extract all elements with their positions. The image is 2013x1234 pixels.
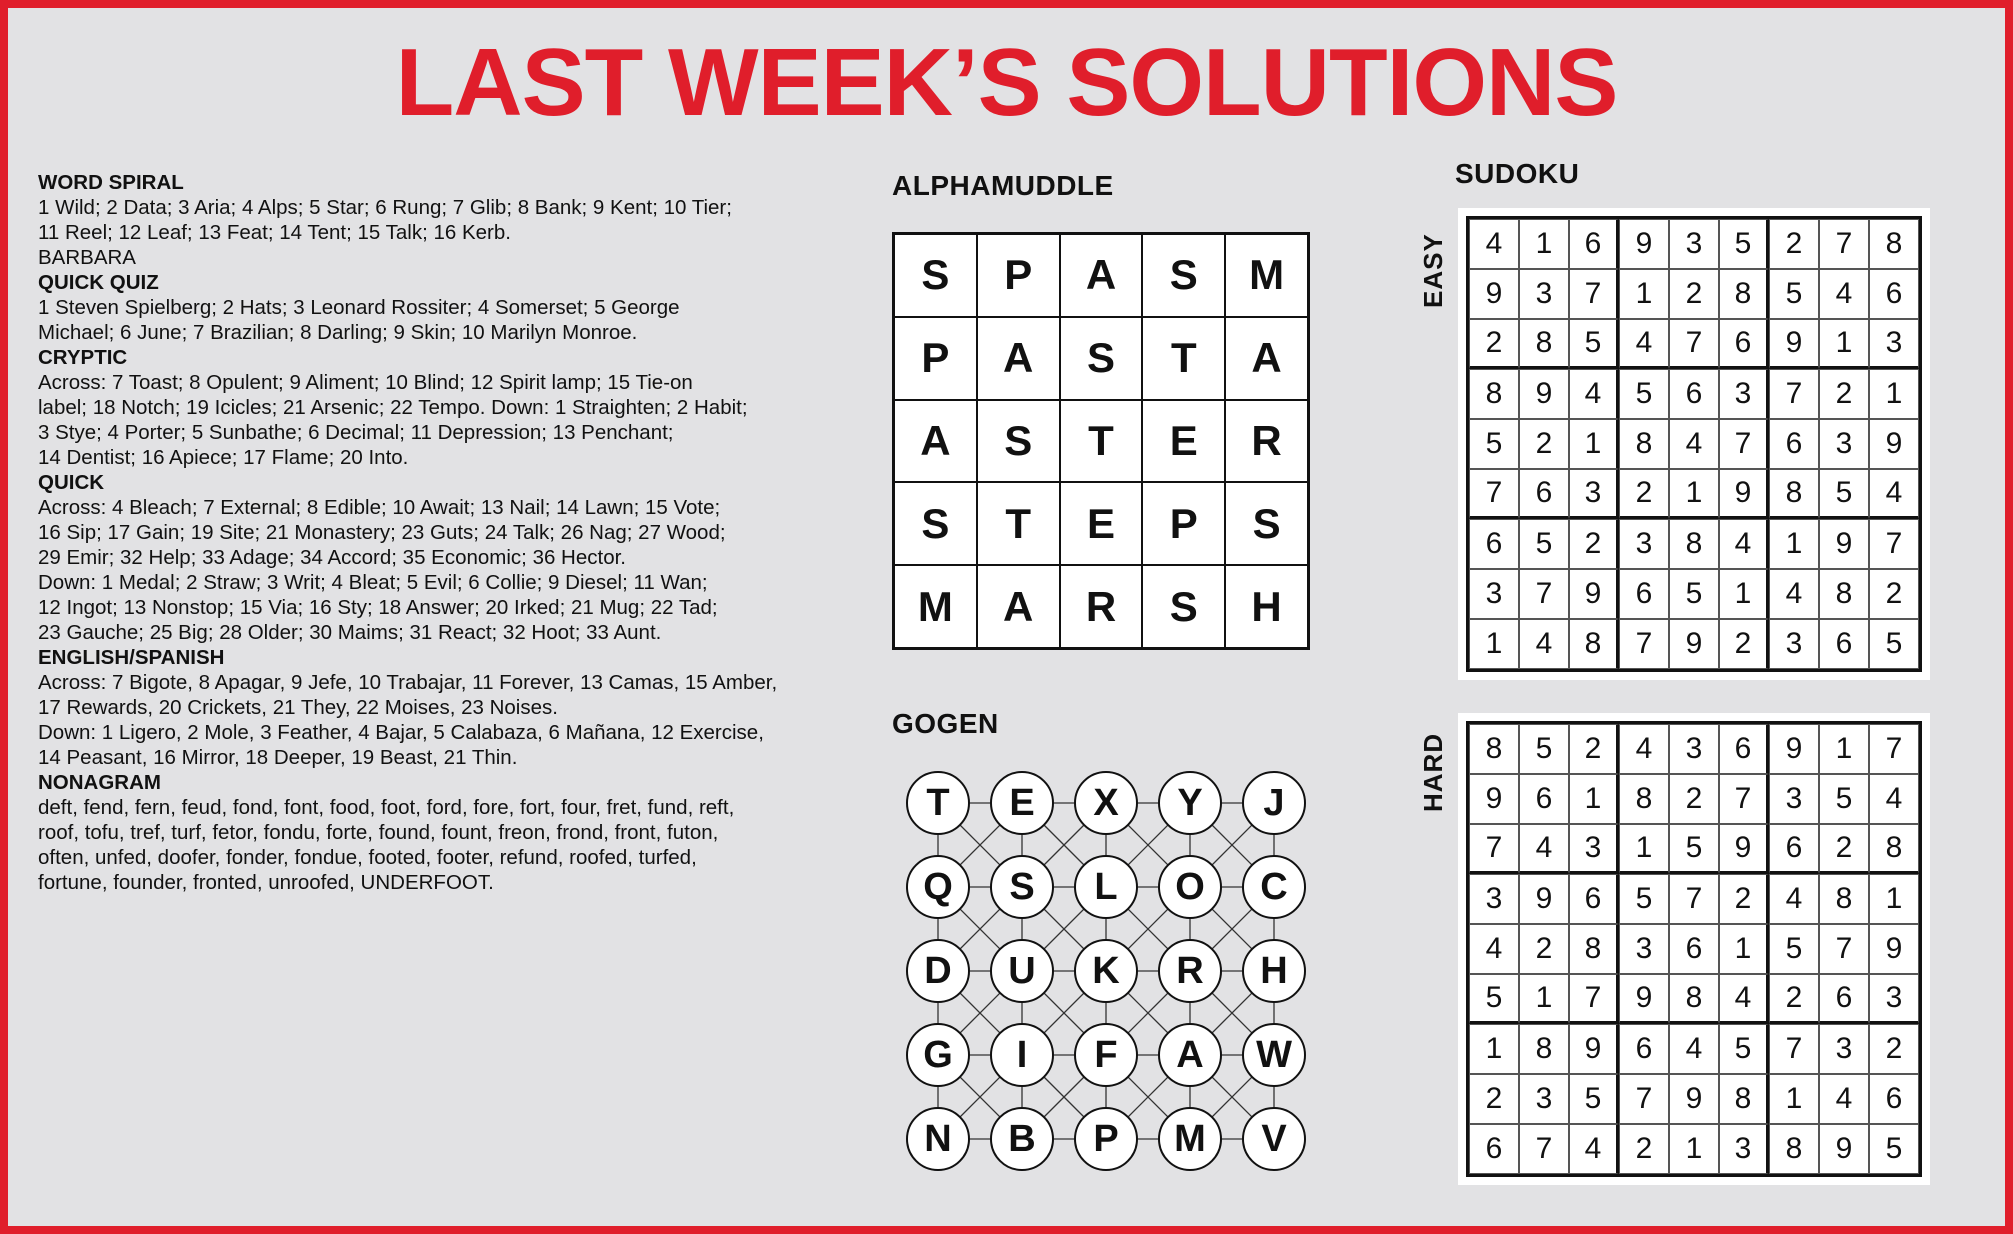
sudoku-cell: 8: [1569, 619, 1619, 669]
gogen-letter-node: Y: [1158, 771, 1222, 835]
sudoku-cell: 6: [1819, 974, 1869, 1024]
alphamuddle-cell: A: [977, 565, 1060, 648]
sudoku-cell: 8: [1769, 1124, 1819, 1174]
sudoku-cell: 6: [1669, 369, 1719, 419]
sudoku-cell: 9: [1819, 519, 1869, 569]
sudoku-cell: 6: [1669, 924, 1719, 974]
gogen-letter-node: M: [1158, 1107, 1222, 1171]
alphamuddle-cell: P: [894, 317, 977, 400]
sudoku-cell: 7: [1769, 369, 1819, 419]
alphamuddle-grid: [892, 232, 1310, 650]
sudoku-cell: 2: [1869, 569, 1919, 619]
sudoku-cell: 4: [1469, 219, 1519, 269]
sudoku-cell: 7: [1819, 219, 1869, 269]
sudoku-easy-panel: [1458, 208, 1930, 680]
alphamuddle-cell: T: [977, 482, 1060, 565]
sudoku-cell: 2: [1519, 924, 1569, 974]
alphamuddle-cell: A: [894, 400, 977, 483]
sudoku-cell: 6: [1519, 774, 1569, 824]
alphamuddle-cell: S: [1225, 482, 1308, 565]
sudoku-cell: 6: [1569, 219, 1619, 269]
sudoku-cell: 1: [1719, 569, 1769, 619]
alphamuddle-cell: S: [894, 234, 977, 317]
solution-text: Across: 4 Bleach; 7 External; 8 Edible; 10 Await; 13 Nail; 14 Lawn; 15 Vote; 16 Sip; 17 Gain; 19 Site; 21 Monastery; 23 Guts; 24 Talk; 26 Nag; 27 Wood; 29 Emir; 32 Help; 33 Adage; 34 Accord; 35 Economic; 36 Hector. Down: 1 Medal; 2 Straw; 3 Writ; 4 Bleat; 5 Evil; 6 Collie; 9 Diesel; 11 Wan; 12 Ingot; 13 Nonstop; 15 Via; 16 Sty; 18 Answer; 20 Irked; 21 Mug; 22 Tad; 23 Gauche; 25 Big; 28 Older; 30 Maims; 31 React; 32 Hoot; 33 Aunt.: [38, 496, 726, 644]
gogen-letter-node: W: [1242, 1023, 1306, 1087]
solution-heading: NONAGRAM: [38, 771, 161, 794]
sudoku-cell: 1: [1669, 469, 1719, 519]
sudoku-cell: 7: [1519, 569, 1569, 619]
alphamuddle-cell: S: [977, 400, 1060, 483]
sudoku-cell: 7: [1569, 269, 1619, 319]
alphamuddle-cell: A: [977, 317, 1060, 400]
sudoku-cell: 8: [1619, 419, 1669, 469]
sudoku-cell: 9: [1769, 724, 1819, 774]
sudoku-cell: 6: [1619, 569, 1669, 619]
sudoku-cell: 8: [1469, 724, 1519, 774]
sudoku-cell: 3: [1869, 974, 1919, 1024]
sudoku-cell: 5: [1769, 924, 1819, 974]
solution-text: Across: 7 Bigote, 8 Apagar, 9 Jefe, 10 Trabajar, 11 Forever, 13 Camas, 15 Amber, 17 Rewards, 20 Crickets, 21 They, 22 Moises, 23 Noises. Down: 1 Ligero, 2 Mole, 3 Feather, 4 Bajar, 5 Calabaza, 6 Mañana, 12 Exercise, 14 Peasant, 16 Mirror, 18 Deeper, 19 Beast, 21 Thin.: [38, 671, 778, 769]
alphamuddle-cell: T: [1060, 400, 1143, 483]
sudoku-cell: 9: [1819, 1124, 1869, 1174]
alphamuddle-label: ALPHAMUDDLE: [892, 170, 1114, 201]
solution-text: 1 Wild; 2 Data; 3 Aria; 4 Alps; 5 Star; 6 Rung; 7 Glib; 8 Bank; 9 Kent; 10 Tier; 11 Reel; 12 Leaf; 13 Feat; 14 Tent; 15 Talk; 16 Kerb. BARBARA: [38, 196, 732, 269]
alphamuddle-cell: M: [1225, 234, 1308, 317]
alphamuddle-cell: H: [1225, 565, 1308, 648]
solution-heading: WORD SPIRAL: [38, 171, 184, 194]
sudoku-label: SUDOKU: [1455, 158, 1580, 189]
sudoku-cell: 6: [1769, 419, 1819, 469]
gogen-letter-node: A: [1158, 1023, 1222, 1087]
sudoku-cell: 6: [1619, 1024, 1669, 1074]
solution-section: [38, 345, 818, 470]
sudoku-cell: 3: [1669, 724, 1719, 774]
sudoku-cell: 9: [1869, 419, 1919, 469]
sudoku-cell: 6: [1719, 319, 1769, 369]
alphamuddle-cell: R: [1225, 400, 1308, 483]
solution-section: [38, 470, 818, 645]
sudoku-cell: 3: [1469, 569, 1519, 619]
alphamuddle-cell: P: [1142, 482, 1225, 565]
sudoku-cell: 4: [1569, 369, 1619, 419]
sudoku-cell: 1: [1769, 519, 1819, 569]
sudoku-cell: 3: [1819, 1024, 1869, 1074]
sudoku-hard-grid: [1466, 721, 1922, 1177]
sudoku-cell: 4: [1819, 269, 1869, 319]
sudoku-cell: 1: [1469, 1024, 1519, 1074]
alphamuddle-cell: E: [1142, 400, 1225, 483]
sudoku-cell: 3: [1769, 774, 1819, 824]
sudoku-cell: 9: [1469, 269, 1519, 319]
sudoku-cell: 7: [1469, 824, 1519, 874]
sudoku-cell: 4: [1619, 319, 1669, 369]
sudoku-cell: 4: [1869, 469, 1919, 519]
gogen-letter-node: G: [906, 1023, 970, 1087]
sudoku-cell: 8: [1469, 369, 1519, 419]
sudoku-cell: 3: [1569, 824, 1619, 874]
gogen-grid: [900, 765, 1300, 1185]
sudoku-cell: 9: [1669, 619, 1719, 669]
solution-heading: QUICK QUIZ: [38, 271, 159, 294]
sudoku-cell: 5: [1719, 1024, 1769, 1074]
sudoku-cell: 1: [1769, 1074, 1819, 1124]
alphamuddle-cell: R: [1060, 565, 1143, 648]
sudoku-cell: 2: [1819, 369, 1869, 419]
sudoku-cell: 5: [1869, 619, 1919, 669]
sudoku-cell: 1: [1869, 369, 1919, 419]
sudoku-cell: 5: [1669, 569, 1719, 619]
sudoku-cell: 7: [1469, 469, 1519, 519]
alphamuddle-cell: S: [1142, 565, 1225, 648]
sudoku-cell: 7: [1869, 519, 1919, 569]
gogen-label: GOGEN: [892, 708, 999, 739]
solutions-text-column: [38, 170, 818, 895]
sudoku-cell: 9: [1719, 469, 1769, 519]
gogen-letter-node: B: [990, 1107, 1054, 1171]
solution-section: [38, 170, 818, 270]
gogen-letter-node: X: [1074, 771, 1138, 835]
gogen-letter-node: R: [1158, 939, 1222, 1003]
sudoku-cell: 6: [1569, 874, 1619, 924]
gogen-letter-node: S: [990, 855, 1054, 919]
gogen-letter-node: H: [1242, 939, 1306, 1003]
sudoku-cell: 4: [1669, 1024, 1719, 1074]
sudoku-cell: 7: [1619, 1074, 1669, 1124]
sudoku-cell: 1: [1569, 419, 1619, 469]
gogen-letter-node: K: [1074, 939, 1138, 1003]
sudoku-cell: 3: [1719, 369, 1769, 419]
solution-heading: ENGLISH/SPANISH: [38, 646, 225, 669]
sudoku-cell: 2: [1569, 519, 1619, 569]
sudoku-cell: 5: [1819, 774, 1869, 824]
sudoku-cell: 4: [1719, 974, 1769, 1024]
sudoku-cell: 3: [1519, 1074, 1569, 1124]
sudoku-cell: 4: [1569, 1124, 1619, 1174]
sudoku-cell: 5: [1619, 874, 1669, 924]
sudoku-cell: 8: [1819, 874, 1869, 924]
gogen-letter-node: P: [1074, 1107, 1138, 1171]
gogen-letter-node: O: [1158, 855, 1222, 919]
sudoku-cell: 3: [1519, 269, 1569, 319]
sudoku-cell: 2: [1469, 319, 1519, 369]
sudoku-cell: 3: [1619, 924, 1669, 974]
gogen-letter-node: Q: [906, 855, 970, 919]
sudoku-cell: 8: [1869, 824, 1919, 874]
gogen-letter-node: N: [906, 1107, 970, 1171]
sudoku-cell: 7: [1669, 874, 1719, 924]
alphamuddle-cell: S: [1060, 317, 1143, 400]
sudoku-cell: 8: [1869, 219, 1919, 269]
sudoku-cell: 5: [1519, 724, 1569, 774]
alphamuddle-cell: A: [1225, 317, 1308, 400]
alphamuddle-cell: P: [977, 234, 1060, 317]
gogen-letter-node: D: [906, 939, 970, 1003]
sudoku-cell: 2: [1719, 874, 1769, 924]
sudoku-cell: 5: [1819, 469, 1869, 519]
sudoku-cell: 2: [1769, 974, 1819, 1024]
sudoku-cell: 4: [1819, 1074, 1869, 1124]
sudoku-cell: 3: [1769, 619, 1819, 669]
sudoku-hard-panel: [1458, 713, 1930, 1185]
sudoku-cell: 8: [1569, 924, 1619, 974]
sudoku-cell: 4: [1619, 724, 1669, 774]
gogen-letter-node: J: [1242, 771, 1306, 835]
solution-section: [38, 770, 818, 895]
sudoku-cell: 8: [1719, 269, 1769, 319]
sudoku-cell: 2: [1469, 1074, 1519, 1124]
sudoku-cell: 4: [1769, 569, 1819, 619]
sudoku-cell: 9: [1869, 924, 1919, 974]
sudoku-cell: 7: [1569, 974, 1619, 1024]
sudoku-cell: 8: [1769, 469, 1819, 519]
sudoku-cell: 5: [1619, 369, 1669, 419]
alphamuddle-cell: T: [1142, 317, 1225, 400]
sudoku-cell: 8: [1669, 974, 1719, 1024]
sudoku-cell: 8: [1819, 569, 1869, 619]
sudoku-cell: 3: [1619, 519, 1669, 569]
sudoku-cell: 2: [1869, 1024, 1919, 1074]
sudoku-cell: 7: [1519, 1124, 1569, 1174]
sudoku-cell: 9: [1469, 774, 1519, 824]
gogen-letter-node: T: [906, 771, 970, 835]
sudoku-cell: 4: [1769, 874, 1819, 924]
sudoku-cell: 4: [1519, 619, 1569, 669]
sudoku-cell: 8: [1519, 319, 1569, 369]
sudoku-cell: 5: [1869, 1124, 1919, 1174]
sudoku-cell: 5: [1469, 419, 1519, 469]
sudoku-cell: 5: [1669, 824, 1719, 874]
sudoku-cell: 2: [1619, 469, 1669, 519]
sudoku-cell: 8: [1719, 1074, 1769, 1124]
gogen-letter-node: V: [1242, 1107, 1306, 1171]
sudoku-easy-grid: [1466, 216, 1922, 672]
alphamuddle-cell: E: [1060, 482, 1143, 565]
sudoku-cell: 1: [1819, 319, 1869, 369]
sudoku-cell: 2: [1819, 824, 1869, 874]
sudoku-cell: 2: [1619, 1124, 1669, 1174]
sudoku-cell: 7: [1819, 924, 1869, 974]
sudoku-cell: 9: [1669, 1074, 1719, 1124]
sudoku-cell: 9: [1769, 319, 1819, 369]
alphamuddle-cell: A: [1060, 234, 1143, 317]
sudoku-cell: 1: [1569, 774, 1619, 824]
solution-text: 1 Steven Spielberg; 2 Hats; 3 Leonard Rossiter; 4 Somerset; 5 George Michael; 6 June; 7 Brazilian; 8 Darling; 9 Skin; 10 Marilyn Monroe.: [38, 296, 680, 344]
sudoku-hard-label: HARD: [1418, 732, 1448, 812]
sudoku-cell: 5: [1519, 519, 1569, 569]
sudoku-cell: 1: [1819, 724, 1869, 774]
alphamuddle-cell: S: [1142, 234, 1225, 317]
gogen-letter-node: I: [990, 1023, 1054, 1087]
sudoku-cell: 6: [1819, 619, 1869, 669]
solution-section: [38, 645, 818, 770]
sudoku-cell: 3: [1469, 874, 1519, 924]
sudoku-cell: 3: [1719, 1124, 1769, 1174]
sudoku-cell: 6: [1869, 269, 1919, 319]
sudoku-cell: 3: [1869, 319, 1919, 369]
sudoku-cell: 1: [1619, 269, 1669, 319]
sudoku-cell: 2: [1569, 724, 1619, 774]
sudoku-cell: 2: [1719, 619, 1769, 669]
sudoku-easy-label: EASY: [1418, 233, 1448, 308]
sudoku-cell: 5: [1719, 219, 1769, 269]
sudoku-cell: 8: [1619, 774, 1669, 824]
gogen-letter-node: E: [990, 771, 1054, 835]
sudoku-cell: 1: [1519, 219, 1569, 269]
solution-heading: QUICK: [38, 471, 105, 494]
sudoku-cell: 7: [1619, 619, 1669, 669]
sudoku-cell: 2: [1519, 419, 1569, 469]
sudoku-cell: 2: [1669, 269, 1719, 319]
sudoku-cell: 9: [1619, 974, 1669, 1024]
sudoku-cell: 5: [1469, 974, 1519, 1024]
sudoku-cell: 6: [1469, 1124, 1519, 1174]
sudoku-cell: 1: [1669, 1124, 1719, 1174]
sudoku-cell: 3: [1669, 219, 1719, 269]
solution-text: Across: 7 Toast; 8 Opulent; 9 Aliment; 10 Blind; 12 Spirit lamp; 15 Tie-on label; 18 Notch; 19 Icicles; 21 Arsenic; 22 Tempo. Down: 1 Straighten; 2 Habit; 3 Stye; 4 Porter; 5 Sunbathe; 6 Decimal; 11 Depression; 13 Penchant; 14 Dentist; 16 Apiece; 17 Flame; 20 Into.: [38, 371, 748, 469]
sudoku-cell: 5: [1569, 319, 1619, 369]
sudoku-cell: 7: [1719, 419, 1769, 469]
sudoku-cell: 2: [1769, 219, 1819, 269]
solution-text: deft, fend, fern, feud, fond, font, food, foot, ford, fore, fort, four, fret, fund, reft, roof, tofu, tref, turf, fetor, fondu, forte, found, fount, freon, frond, front, futon, often, unfed, doofer, fonder, fondue, footed, footer, refund, roofed, turfed, fortune, founder, fronted, unroofed, UNDERFOOT.: [38, 796, 735, 894]
sudoku-cell: 4: [1869, 774, 1919, 824]
sudoku-cell: 4: [1519, 824, 1569, 874]
sudoku-cell: 9: [1619, 219, 1669, 269]
sudoku-cell: 1: [1469, 619, 1519, 669]
sudoku-cell: 1: [1519, 974, 1569, 1024]
alphamuddle-cell: S: [894, 482, 977, 565]
sudoku-cell: 6: [1769, 824, 1819, 874]
sudoku-cell: 7: [1869, 724, 1919, 774]
sudoku-cell: 1: [1869, 874, 1919, 924]
sudoku-cell: 9: [1569, 1024, 1619, 1074]
sudoku-cell: 8: [1669, 519, 1719, 569]
sudoku-cell: 9: [1519, 874, 1569, 924]
sudoku-cell: 3: [1569, 469, 1619, 519]
sudoku-cell: 7: [1719, 774, 1769, 824]
sudoku-cell: 7: [1669, 319, 1719, 369]
sudoku-cell: 3: [1819, 419, 1869, 469]
sudoku-cell: 9: [1519, 369, 1569, 419]
sudoku-cell: 2: [1669, 774, 1719, 824]
sudoku-cell: 9: [1719, 824, 1769, 874]
solution-heading: CRYPTIC: [38, 346, 128, 369]
gogen-letter-node: U: [990, 939, 1054, 1003]
gogen-letter-node: F: [1074, 1023, 1138, 1087]
sudoku-cell: 4: [1719, 519, 1769, 569]
sudoku-cell: 1: [1619, 824, 1669, 874]
sudoku-cell: 6: [1469, 519, 1519, 569]
alphamuddle-cell: M: [894, 565, 977, 648]
sudoku-cell: 6: [1869, 1074, 1919, 1124]
sudoku-cell: 4: [1469, 924, 1519, 974]
sudoku-cell: 6: [1719, 724, 1769, 774]
sudoku-cell: 6: [1519, 469, 1569, 519]
sudoku-cell: 5: [1769, 269, 1819, 319]
solution-section: [38, 270, 818, 345]
gogen-letter-node: C: [1242, 855, 1306, 919]
sudoku-cell: 8: [1519, 1024, 1569, 1074]
gogen-letter-node: L: [1074, 855, 1138, 919]
sudoku-cell: 7: [1769, 1024, 1819, 1074]
sudoku-cell: 5: [1569, 1074, 1619, 1124]
sudoku-cell: 4: [1669, 419, 1719, 469]
page-title: LAST WEEK’S SOLUTIONS: [395, 29, 1618, 136]
sudoku-cell: 9: [1569, 569, 1619, 619]
sudoku-cell: 1: [1719, 924, 1769, 974]
